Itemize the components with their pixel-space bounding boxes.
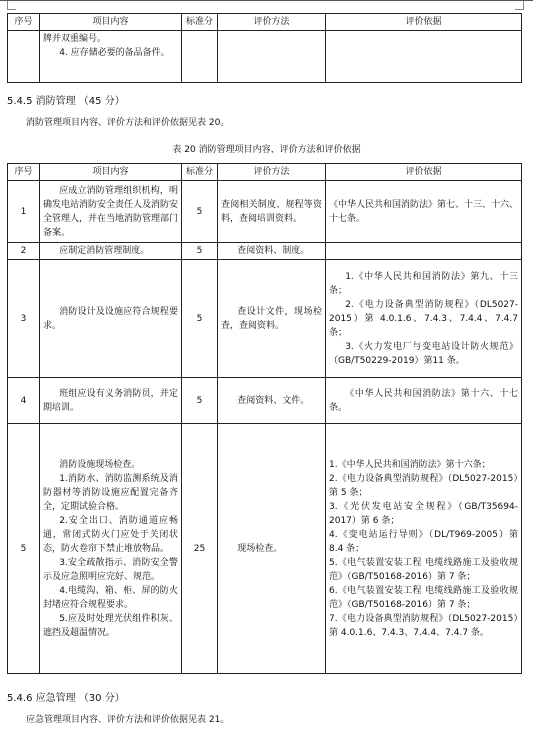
table-row xyxy=(8,378,522,424)
row-content xyxy=(40,243,182,260)
basis-line: 2.《电力设备典型消防规程》（DL5027-2015）第 4.0.1.6、7.4.3、7.4.4、7.4.7 条； xyxy=(329,299,518,338)
content-line: 1.消防水、消防监测系统及消防器材等消防设施应配置完备齐全，定期试验合格。 xyxy=(43,473,178,512)
content-line: 消防设计及设施应符合规程要求。 xyxy=(43,306,178,331)
basis-line: 《中华人民共和国消防法》第十六、十七条。 xyxy=(329,388,518,413)
basis-line: 3.《光伏发电站安全规程》（GB/T35694-2017）第 6 条； xyxy=(329,501,518,526)
header-basis: 评价依据 xyxy=(326,164,522,181)
content-line: 4.电缆沟、箱、柜、屏的防火封堵应符合规程要求。 xyxy=(43,585,178,610)
fire-management-table xyxy=(7,163,522,674)
row-method: 查设计文件，现场检查，查阅资料。 xyxy=(218,260,326,378)
row-score: 5 xyxy=(182,260,218,378)
content-line: 5.应及时处理光伏组件积灰、遮挡及超温情况。 xyxy=(43,613,178,638)
basis-line: 4.《变电站运行导则》（DL/T969-2005）第 8.4 条； xyxy=(329,529,518,554)
basis-line: 5.《电气装置安装工程 电缆线路施工及验收规范》（GB/T50168-2016）第 7 条； xyxy=(329,557,518,582)
table-row xyxy=(8,31,522,83)
content-line: 2.安全出口、消防通道应畅通，常闭式防火门应处于关闭状态，防火卷帘下禁止堆放物品。 xyxy=(43,515,178,554)
basis-line: 2.《电力设备典型消防规程》（DL5027-2015）第 5 条； xyxy=(329,473,518,498)
row-content xyxy=(40,378,182,424)
section-heading: 5.4.5 消防管理 （45 分） xyxy=(7,96,125,107)
row-method: 现场检查。 xyxy=(218,424,326,674)
crop-mark-left xyxy=(7,1,16,10)
header-no: 序号 xyxy=(8,164,40,181)
content-line: 应成立消防管理组织机构，明确发电站消防安全责任人及消防安全管理人，并在当地消防管理部门备案。 xyxy=(43,185,179,238)
row-score: 5 xyxy=(182,181,218,243)
basis-line: 1.《中华人民共和国消防法》第十六条； xyxy=(329,459,491,470)
continued-table-header xyxy=(8,14,522,31)
row-number: 2 xyxy=(8,243,40,260)
content-line: 4. 应存储必要的备品备件。 xyxy=(59,48,170,58)
crop-mark-right xyxy=(515,1,524,10)
header-method: 评价方法 xyxy=(218,164,326,181)
basis-line: 《中华人民共和国消防法》第七、十三、十六、十七条。 xyxy=(329,199,519,224)
content-line: 消防设施现场检查。 xyxy=(59,459,141,470)
row-basis xyxy=(326,260,522,378)
row-number: 4 xyxy=(8,378,40,424)
row-basis xyxy=(326,243,522,260)
basis-line: 7.《电力设备典型消防规程》（DL5027-2015）第 4.0.1.6、7.4.3、7.4.4、7.4.7 条。 xyxy=(329,613,518,638)
row-method: 查阅资料、制度。 xyxy=(218,243,326,260)
row-content xyxy=(40,424,182,674)
content-line: 应制定消防管理制度。 xyxy=(59,246,150,256)
basis-line: 6.《电气装置安装工程 电缆线路施工及验收规范》（GB/T50168-2016）第 7 条； xyxy=(329,585,518,610)
header-no: 序号 xyxy=(8,14,40,31)
header-score: 标准分 xyxy=(182,14,218,31)
row-number: 3 xyxy=(8,260,40,378)
row-basis xyxy=(326,424,522,674)
table-row xyxy=(8,424,522,674)
row-content xyxy=(40,181,182,243)
table-row xyxy=(8,260,522,378)
table-row xyxy=(8,243,522,260)
header-content: 项目内容 xyxy=(40,164,182,181)
table-caption: 表 20 消防管理项目内容、评价方法和评价依据 xyxy=(172,145,361,155)
section-heading: 5.4.6 应急管理 （30 分） xyxy=(7,693,125,704)
row-number: 5 xyxy=(8,424,40,674)
basis-line: 3.《火力发电厂与变电站设计防火规范》（GB/T50229-2019）第11 条。 xyxy=(329,341,518,366)
page-top-rule xyxy=(0,0,533,1)
content-line: 牌并双重编号。 xyxy=(43,34,107,44)
continued-table xyxy=(7,13,522,83)
row-content xyxy=(40,260,182,378)
basis-line: 1.《中华人民共和国消防法》第九、十三条； xyxy=(329,271,518,296)
section-intro: 应急管理项目内容、评价方法和评价依据见表 21。 xyxy=(26,715,230,725)
table-row xyxy=(8,181,522,243)
table20-header xyxy=(8,164,522,181)
row-score: 5 xyxy=(182,243,218,260)
content-line: 3.安全疏散指示、消防安全警示及应急照明应完好、规范。 xyxy=(43,557,178,582)
row-basis xyxy=(326,181,522,243)
row-score: 5 xyxy=(182,378,218,424)
content-line: 班组应设有义务消防员，并定期培训。 xyxy=(43,388,178,413)
row-number: 1 xyxy=(8,181,40,243)
section-intro: 消防管理项目内容、评价方法和评价依据见表 20。 xyxy=(26,118,230,128)
row-score: 25 xyxy=(182,424,218,674)
header-basis: 评价依据 xyxy=(326,14,522,31)
header-method: 评价方法 xyxy=(218,14,326,31)
row-method: 查阅资料、文件。 xyxy=(218,378,326,424)
row-method: 查阅相关制度、规程等资料，查阅培训资料。 xyxy=(218,181,326,243)
header-content: 项目内容 xyxy=(40,14,182,31)
row-basis xyxy=(326,378,522,424)
header-score: 标准分 xyxy=(182,164,218,181)
